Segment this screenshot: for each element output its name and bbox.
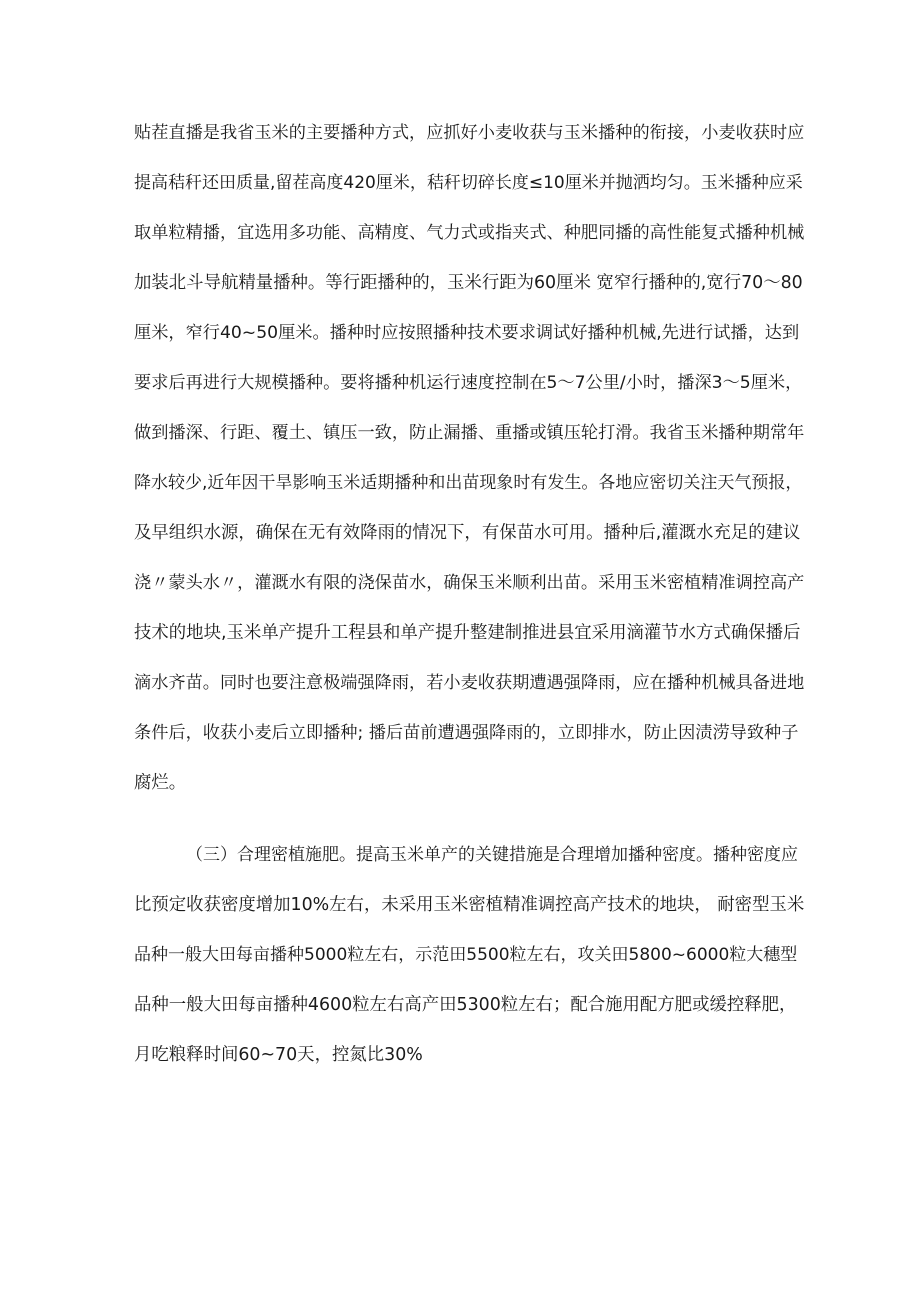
text-line: 及早组织水源，确保在无有效降雨的情况下，有保苗水可用。播种后,灌溉水充足的建议	[134, 523, 801, 543]
text-line: 厘米，窄行40~50厘米。播种时应按照播种技术要求调试好播种机械,先进行试播，达到	[134, 323, 800, 343]
text-line: 浇〃蒙头水〃，灌溉水有限的浇保苗水，确保玉米顺利出苗。采用玉米密植精准调控高产	[134, 573, 805, 593]
text-line: 要求后再进行大规模播种。要将播种机运行速度控制在5～7公里/小时，播深3～5厘米，	[134, 373, 803, 393]
text-line: 加装北斗导航精量播种。等行距播种的，玉米行距为60厘米 宽窄行播种的,宽行70～80	[134, 273, 803, 293]
text-line: 技术的地块,玉米单产提升工程县和单产提升整建制推进县宜采用滴灌节水方式确保播后	[134, 623, 801, 643]
text-line: 腐烂。	[134, 773, 187, 793]
text-line: 取单粒精播，宜选用多功能、高精度、气力式或指夹式、种肥同播的高性能复式播种机械	[134, 223, 805, 243]
text-line: 贴茬直播是我省玉米的主要播种方式，应抓好小麦收获与玉米播种的衔接，小麦收获时应	[134, 123, 805, 143]
text-line: 品种一般大田每亩播种4600粒左右高产田5300粒左右；配合施用配方肥或缓控释肥，	[134, 995, 797, 1015]
text-line: 做到播深、行距、覆土、镇压一致，防止漏播、重播或镇压轮打滑。我省玉米播种期常年	[134, 423, 805, 443]
text-line: （三）合理密植施肥。提高玉米单产的关键措施是合理增加播种密度。播种密度应	[186, 845, 798, 865]
text-line: 提高秸秆还田质量,留茬高度420厘米，秸秆切碎长度≤10厘米并抛洒均匀。玉米播种应采	[134, 173, 803, 193]
text-line: 降水较少,近年因干旱影响玉米适期播种和出苗现象时有发生。各地应密切关注天气预报，	[134, 473, 803, 493]
text-line: 滴水齐苗。同时也要注意极端强降雨，若小麦收获期遭遇强降雨，应在播种机械具备进地	[134, 673, 805, 693]
text-line: 条件后，收获小麦后立即播种; 播后苗前遭遇强降雨的，立即排水，防止因渍涝导致种子	[134, 723, 799, 743]
text-line: 月吃粮释时间60~70天，控氮比30%	[134, 1045, 423, 1065]
text-line: 品种一般大田每亩播种5000粒左右，示范田5500粒左右，攻关田5800~6000粒大穗型	[134, 945, 798, 965]
text-line: 比预定收获密度增加10%左右，未采用玉米密植精准调控高产技术的地块， 耐密型玉米	[134, 895, 805, 915]
